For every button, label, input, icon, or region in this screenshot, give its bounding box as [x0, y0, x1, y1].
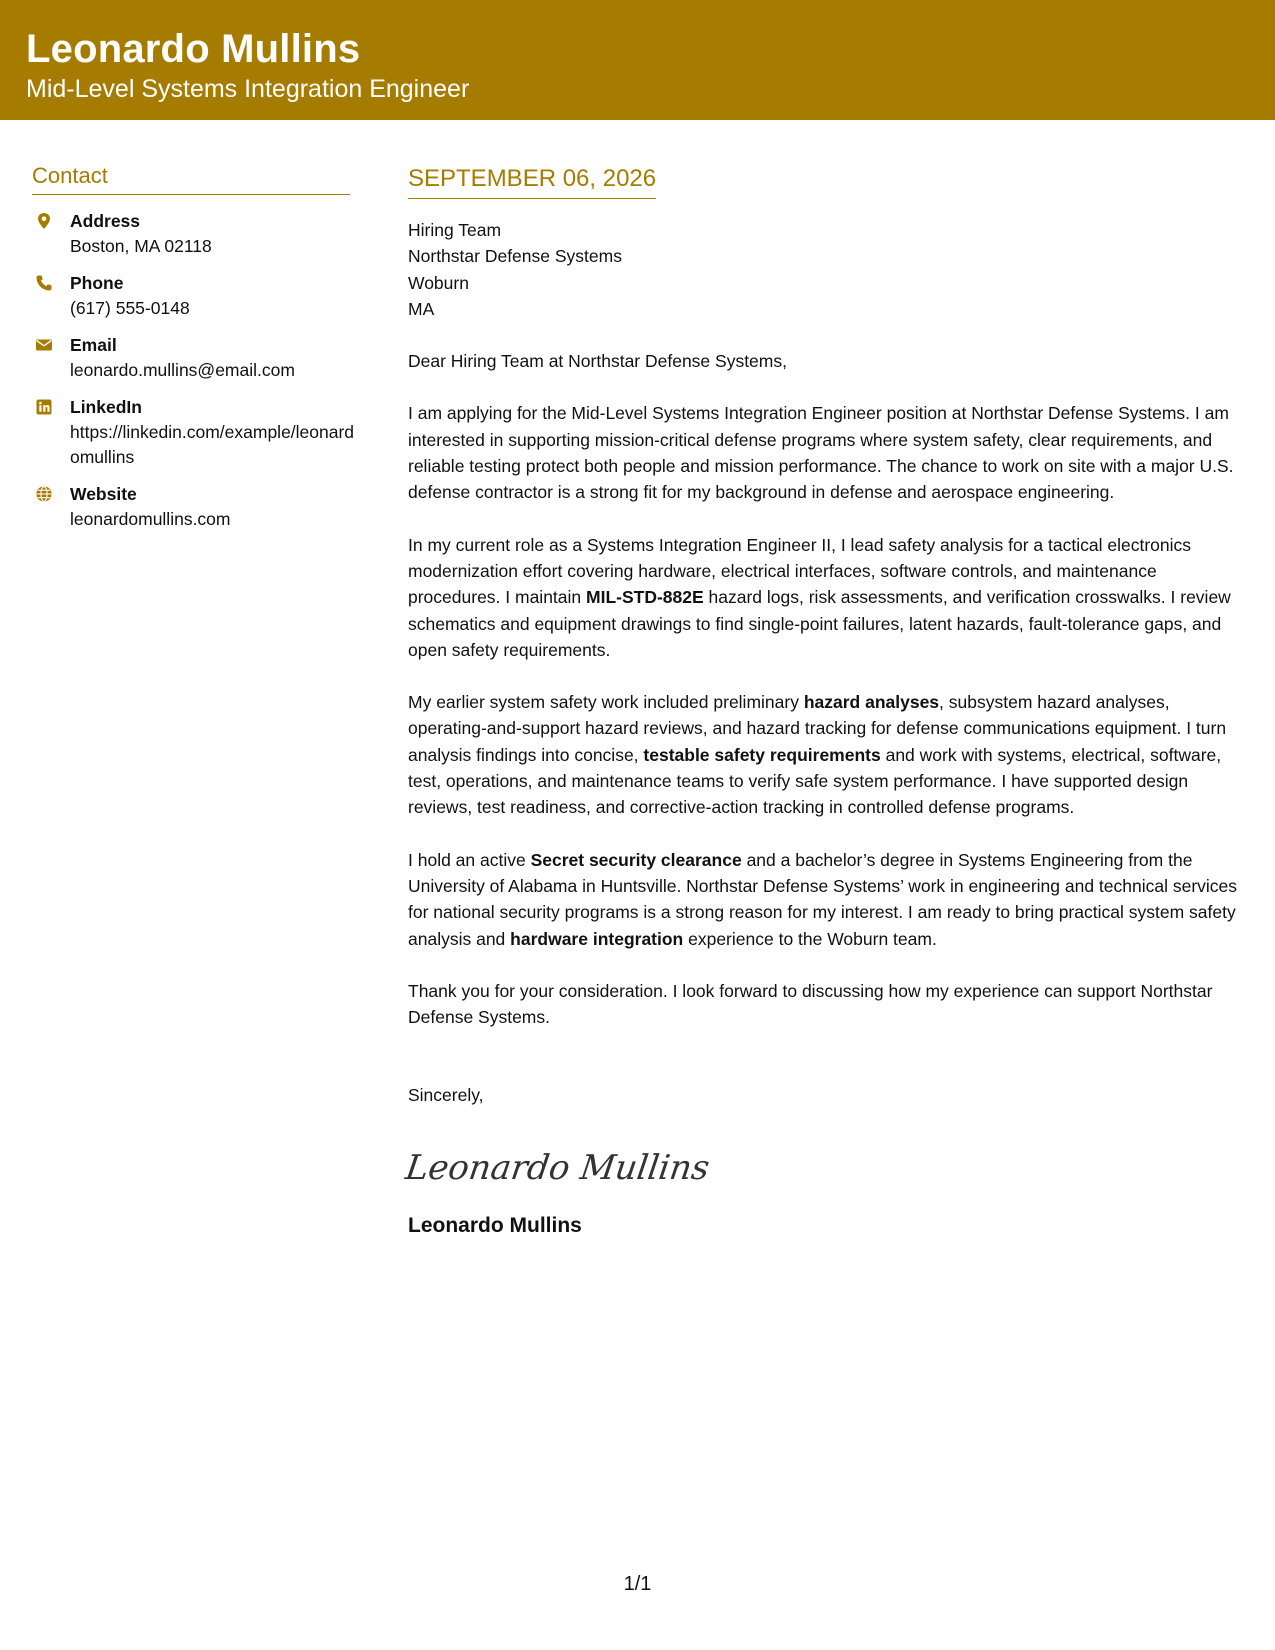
contact-item-linkedin: [32, 395, 355, 470]
linkedin-value[interactable]: https://linkedin.com/example/leonardomullins: [70, 422, 355, 467]
contact-label: Phone: [70, 273, 124, 293]
email-value[interactable]: leonardo.mullins@email.com: [70, 360, 295, 380]
linkedin-icon: [35, 398, 53, 416]
letter-paragraphs: [408, 400, 1248, 1030]
salutation: Dear Hiring Team at Northstar Defense Systems,: [408, 351, 787, 372]
globe-icon: [35, 485, 53, 503]
job-title: Mid-Level Systems Integration Engineer: [26, 75, 470, 103]
letter-paragraph: [408, 978, 1248, 1031]
paragraph-text: In my current role as a Systems Integration Engineer II, I lead safety analysis for a tactical electronics modernization effort covering hardware, electrical interfaces, software controls, and maintenance procedures. I maintain: [408, 534, 1191, 608]
envelope-icon: [35, 336, 53, 354]
contact-item-phone: [32, 271, 352, 321]
paragraph-text: hazard logs, risk assessments, and verification crosswalks. I review schematics and equipment drawings to find single-point failures, latent hazards, fault-tolerance gaps, and open safety requirements.: [408, 587, 1231, 660]
phone-icon: [35, 274, 53, 292]
recipient-line: Hiring Team: [408, 220, 502, 240]
contact-list: [32, 209, 355, 532]
address-value: Boston, MA 02118: [70, 236, 212, 256]
letter-paragraph: [408, 689, 1248, 820]
paragraph-text: Thank you for your consideration. I look forward to discussing how my experience can support Northstar Defense Systems.: [408, 980, 1213, 1028]
contact-heading: Contact: [32, 160, 350, 195]
letter-paragraph: [408, 400, 1248, 505]
paragraph-text: , subsystem hazard analyses, operating-and-support hazard reviews, and hazard tracking for defense communications equipment. I turn analysis findings into concise,: [408, 692, 1227, 765]
map-pin-icon: [35, 212, 53, 230]
phone-value[interactable]: (617) 555-0148: [70, 298, 190, 318]
letter-body: [403, 162, 1248, 1241]
contact-item-address: [32, 209, 352, 259]
letter-date: SEPTEMBER 06, 2026: [408, 162, 656, 199]
header-banner: [0, 0, 1275, 120]
contact-label: Address: [70, 211, 141, 231]
contact-item-website: [32, 482, 352, 532]
contact-sidebar: [32, 160, 355, 544]
recipient-line: Northstar Defense Systems: [408, 246, 622, 267]
emphasized-text: hardware integration: [510, 928, 684, 949]
emphasized-text: MIL-STD-882E: [586, 587, 704, 608]
paragraph-text: and a bachelor’s degree in Systems Engineering from the University of Alabama in Huntsville. Northstar Defense Systems’ work in engineering and technical services for national security programs is a strong reason for my interest. I am ready to bring practical system safety analysis and: [408, 849, 1238, 949]
emphasized-text: hazard analyses: [803, 692, 940, 713]
contact-label: Email: [70, 335, 117, 355]
recipient-line: Woburn: [408, 272, 469, 293]
paragraph-text: I am applying for the Mid-Level Systems Integration Engineer position at Northstar Defense Systems. I am interested in supporting mission-critical defense programs where system safety, clear requirements, and reliable testing protect both people and mission performance. The chance to work on site with a major U.S. defense contractor is a strong fit for my background in defense and aerospace engineering.: [408, 403, 1234, 503]
website-value[interactable]: leonardomullins.com: [70, 509, 231, 529]
paragraph-text: I hold an active: [408, 849, 531, 870]
signed-name: Leonardo Mullins: [408, 1213, 582, 1237]
letter-paragraph: [408, 532, 1248, 663]
signature-image: [403, 1139, 1248, 1199]
paragraph-text: and work with systems, electrical, software, test, operations, and maintenance teams to verify safe system performance. I have supported design reviews, test readiness, and corrective-action tracking in controlled defense programs.: [408, 744, 1222, 818]
recipient-line: MA: [408, 298, 435, 319]
contact-label: Website: [70, 484, 137, 504]
page-indicator: 1/1: [623, 1573, 652, 1595]
recipient-block: [408, 217, 1248, 322]
emphasized-text: testable safety requirements: [643, 744, 881, 765]
svg-text:Leonardo Mullins: Leonardo Mullins: [403, 1147, 712, 1188]
contact-item-email: [32, 333, 352, 383]
applicant-name: Leonardo Mullins: [26, 27, 361, 71]
paragraph-text: My earlier system safety work included preliminary: [408, 692, 804, 713]
handwritten-signature: [403, 1139, 712, 1199]
closing: Sincerely,: [408, 1085, 484, 1106]
paragraph-text: experience to the Woburn team.: [683, 928, 937, 949]
contact-label: LinkedIn: [70, 397, 142, 417]
letter-paragraph: [408, 847, 1248, 952]
emphasized-text: Secret security clearance: [530, 849, 742, 870]
